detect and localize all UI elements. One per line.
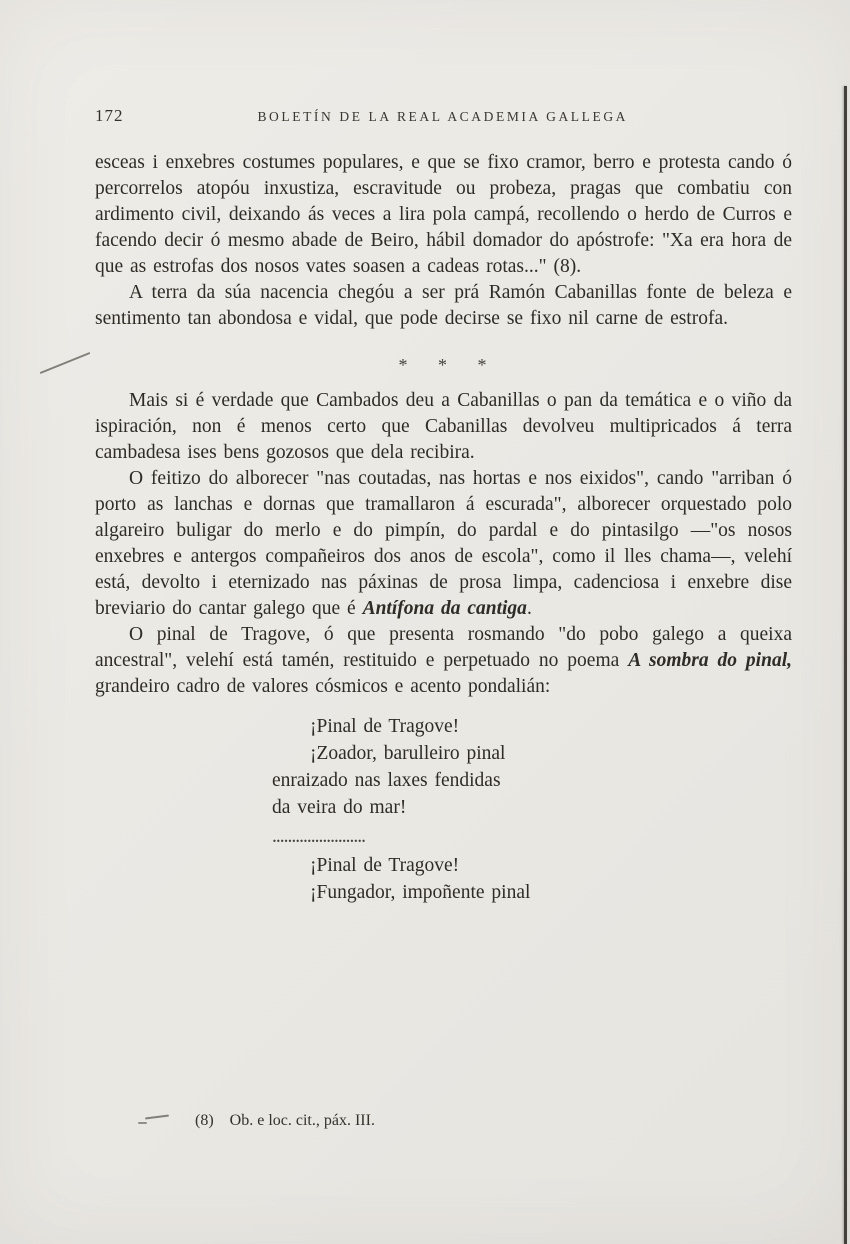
journal-title: BOLETÍN DE LA REAL ACADEMIA GALLEGA: [257, 109, 629, 124]
text-column: [95, 150, 792, 906]
poem-title: A sombra do pinal,: [628, 650, 792, 671]
book-title: Antífona da cantiga: [362, 598, 527, 619]
handwritten-dash-mark: [138, 1122, 147, 1124]
body-paragraph: esceas i enxebres costumes populares, e que se fixo cramor, berro e protesta cando ó percorrelos atopóu inxustiza, escravitude ou probeza, pragas que combatiu con ardimento civil, deixando ás veces a lira pola campá, recollendo o herdo de Curros e facendo decir ó mesmo abade de Beiro, hábil domador do apóstrofe: "Xa era hora de que as estrofas dos nosos vates soasen a cadeas rotas..." (8).: [95, 152, 792, 277]
body-paragraph: [95, 466, 792, 622]
verse-line: ¡Zoador, barulleiro pinal: [310, 743, 506, 764]
verse-line: ¡Pinal de Tragove!: [310, 855, 460, 876]
footnote: [195, 1112, 375, 1130]
page-header: [95, 106, 792, 126]
handwritten-margin-mark: [40, 352, 91, 374]
poem-quote: [95, 713, 792, 906]
paragraph-text: grandeiro cadro de valores cósmicos e acento pondalián:: [95, 676, 551, 697]
verse-line: enraizado nas laxes fendidas: [272, 770, 501, 791]
scan-edge-line: [844, 86, 847, 1244]
verse-ellipsis-line: ........................: [272, 826, 365, 847]
verse-line: da veira do mar!: [272, 797, 407, 818]
body-paragraph: A terra da súa nacencia chegóu a ser prá Ramón Cabanillas fonte de beleza e sentimento tan abondosa e vidal, que pode decirse se fixo nil carne de estrofa.: [95, 282, 792, 329]
page-number: 172: [95, 106, 124, 125]
paragraph-text: .: [526, 598, 532, 619]
section-separator: * * *: [398, 355, 489, 375]
handwritten-dash-mark: [145, 1115, 169, 1120]
footnote-marker: (8): [195, 1112, 214, 1129]
paragraph-text: O pinal de Tragove, ó que presenta rosmando "do pobo galego a queixa ancestral", velehí está tamén, restituido e perpetuado no poema: [95, 624, 792, 671]
footnote-text: Ob. e loc. cit., páx. III.: [229, 1112, 375, 1129]
verse-line: ¡Fungador, impoñente pinal: [310, 882, 531, 903]
verse-line: ¡Pinal de Tragove!: [310, 716, 460, 737]
body-paragraph: Mais si é verdade que Cambados deu a Cabanillas o pan da temática e o viño da ispiración, non é menos certo que Cabanillas devolveu multipricados á terra cambadesa ises bens gozosos que dela recibira.: [95, 390, 792, 463]
body-paragraph: [95, 622, 792, 700]
paragraph-text: O feitizo do alborecer "nas coutadas, nas hortas e nos eixidos", cando "arriban ó porto as lanchas e dornas que tramallaron á escurada", alborecer orquestado polo algareiro buligar do merlo e do pimpín, do pardal e do pintasilgo —"os nosos enxebres e antergos compañeiros dos anos de escola", como il lles chama—, velehí está, devolto i eternizado nas páxinas de prosa limpa, cadenciosa i enxebre dise breviario do cantar galego que é: [95, 468, 792, 619]
